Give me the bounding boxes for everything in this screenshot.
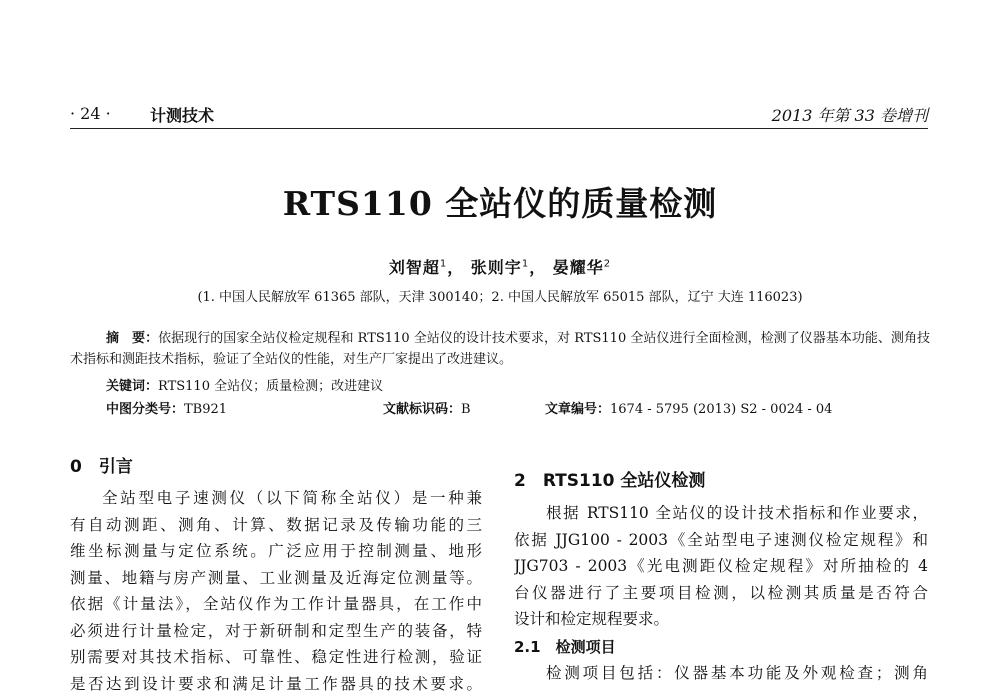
doc-label: 文献标识码： [383,402,461,417]
clc-number [106,398,227,417]
clc-label: 中图分类号： [106,402,184,417]
art-value: 1674 - 5795 (2013) S2 - 0024 - 04 [610,402,832,417]
body-line: 设计和检定规程要求。 [514,606,928,633]
section-2-heading: 2 RTS110 全站仪检测 [514,466,705,491]
running-head [70,100,928,129]
keywords [106,375,383,394]
page-number: · 24 · [70,104,111,123]
document-code [383,398,471,417]
section-0-body [70,485,482,697]
journal-name: 计测技术 [150,103,214,126]
body-line: JJG703 - 2003《光电测距仪检定规程》对所抽检的 4 [514,553,928,580]
author-separator: ， [529,258,546,277]
article-number [545,398,832,417]
body-line: 依据《计量法》，全站仪作为工作计量器具，在工作中 [70,591,482,618]
body-line: 依据 JJG100 - 2003《全站型电子速测仪检定规程》和 [514,527,928,554]
body-line: 是否达到设计要求和满足计量工作器具的技术要求。 [70,671,482,697]
body-line: 根据 RTS110 全站仪的设计技术指标和作业要求， [514,500,928,527]
body-line: 检测项目包括：仪器基本功能及外观检查；测角 [514,660,928,687]
author-name: 刘智超 [389,258,440,277]
paper-title: RTS110 全站仪的质量检测 [0,178,1000,225]
section-2-body [514,500,928,633]
body-line: 别需要对其技术指标、可靠性、稳定性进行检测，验证 [70,644,482,671]
body-line: 维坐标测量与定位系统。广泛应用于控制测量、地形 [70,538,482,565]
art-label: 文章编号： [545,402,610,417]
abstract-label: 摘 要： [106,331,158,346]
author-affil-mark: 1 [440,259,447,270]
author-list [0,255,1000,278]
body-line: 全站型电子速测仪（以下简称全站仪）是一种兼 [70,485,482,512]
keywords-label: 关键词： [106,379,158,394]
clc-value: TB921 [184,402,227,417]
author-name: 张则宇 [471,258,522,277]
section-0-heading: 0 引言 [70,452,133,477]
body-line: 有自动测距、测角、计算、数据记录及传输功能的三 [70,512,482,539]
affiliation: (1. 中国人民解放军 61365 部队，天津 300140；2. 中国人民解放军 65015 部队，辽宁 大连 116023) [0,286,1000,305]
abstract-text: 依据现行的国家全站仪检定规程和 RTS110 全站仪的设计技术要求，对 RTS110 全站仪进行全面检测，检测了仪器基本功能、测角技术指标和测距技术指标，验证了全站仪的性能，对生产厂家提出了改进建议。 [70,331,930,367]
author-affil-mark: 2 [604,259,611,270]
subsection-2-1-heading: 2.1 检测项目 [514,636,616,657]
subsection-2-1-body [514,660,928,687]
body-line: 必须进行计量检定，对于新研制和定型生产的装备，特 [70,618,482,645]
doc-value: B [461,402,471,417]
body-line: 测量、地籍与房产测量、工业测量及近海定位测量等。 [70,565,482,592]
keywords-text: RTS110 全站仪；质量检测；改进建议 [158,379,383,394]
author-separator: ， [447,258,464,277]
author-name: 晏耀华 [553,258,604,277]
author-affil-mark: 1 [522,259,529,270]
issue-info: 2013 年第 33 卷增刊 [772,103,928,126]
abstract [70,328,930,370]
body-line: 台仪器进行了主要项目检测，以检测其质量是否符合 [514,580,928,607]
